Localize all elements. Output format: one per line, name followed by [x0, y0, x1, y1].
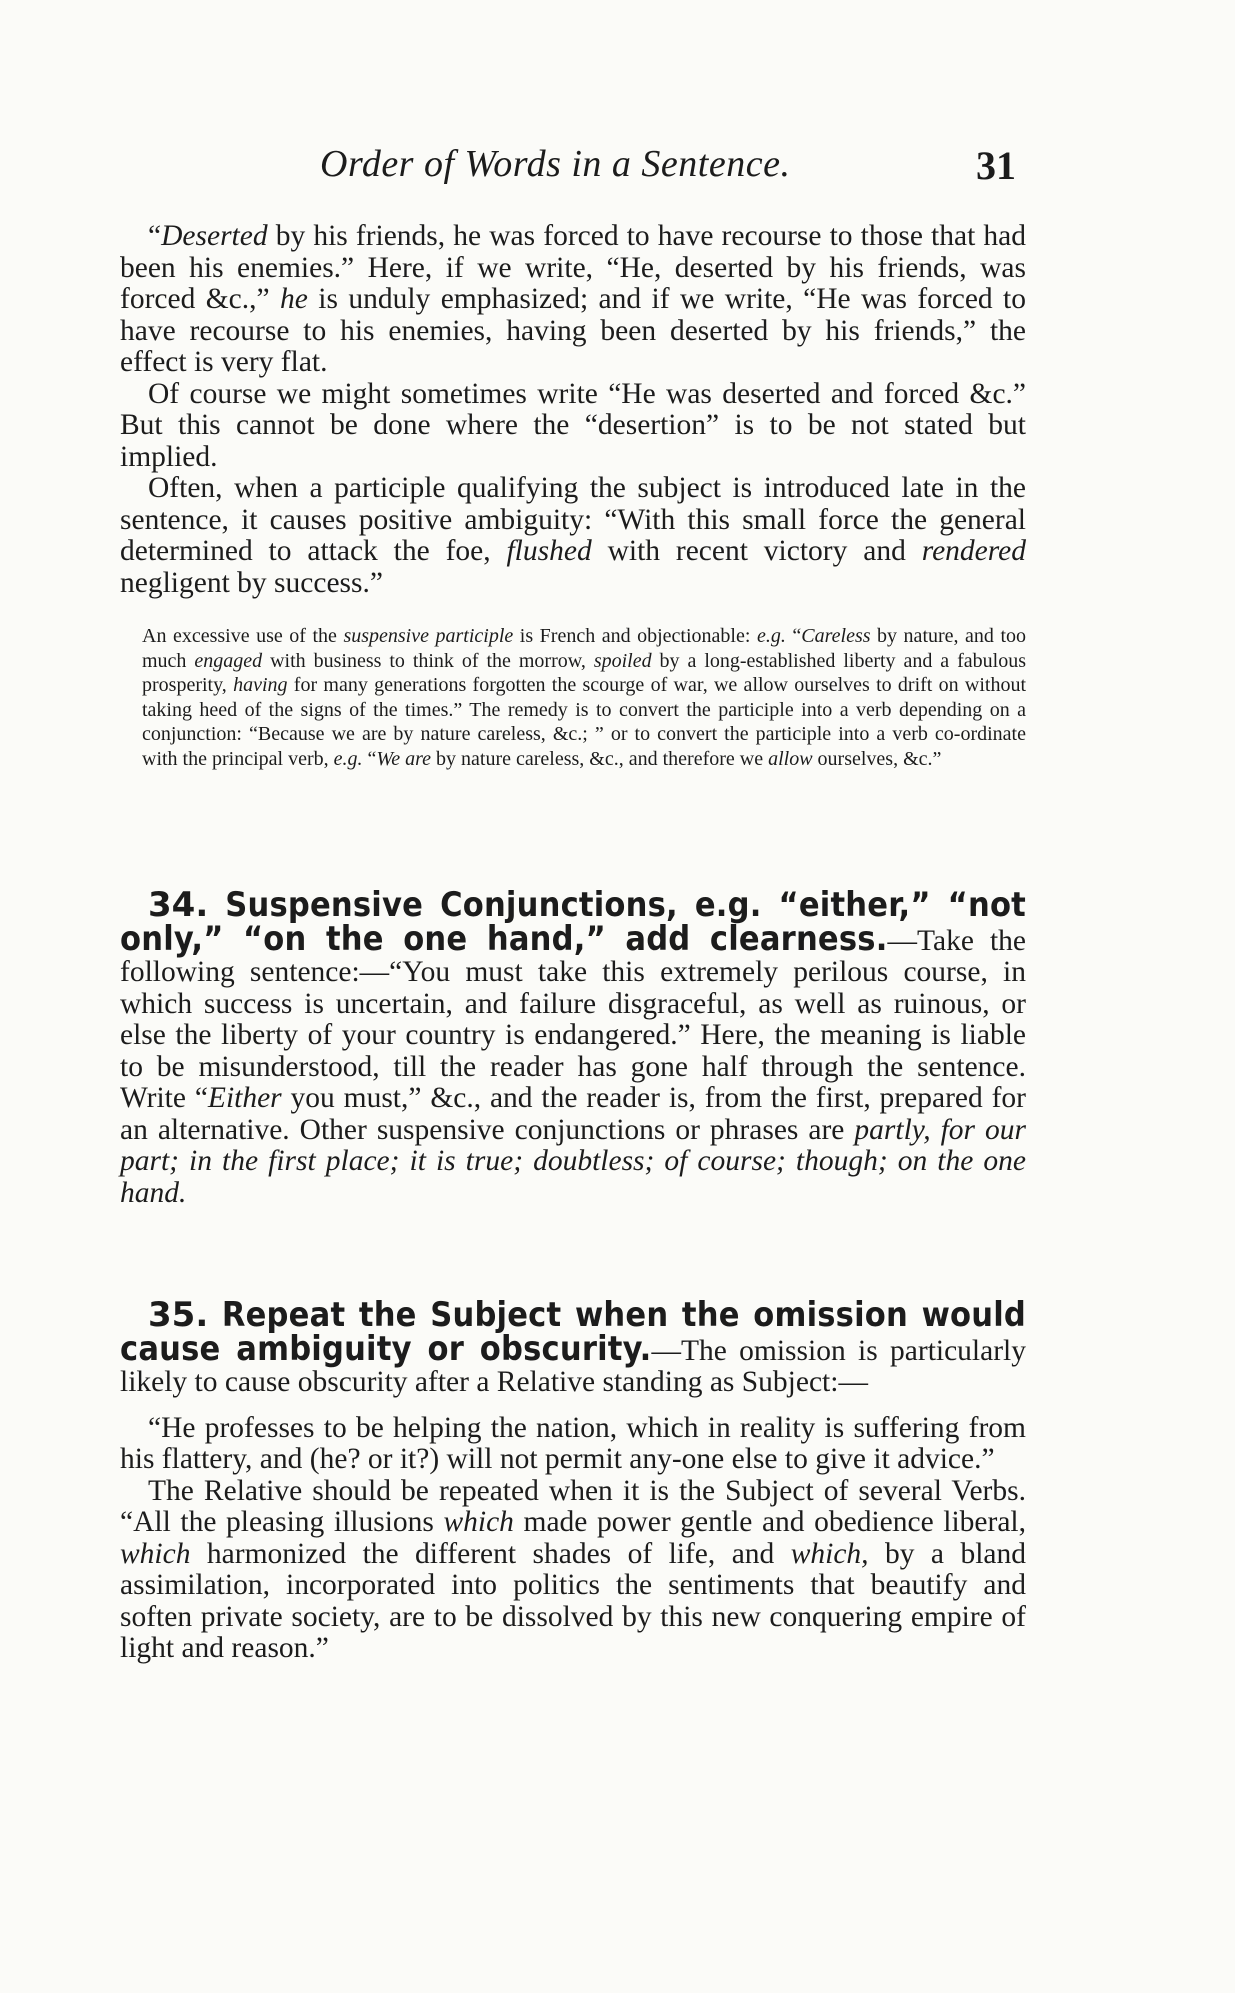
text-run: “ — [785, 625, 802, 647]
note-paragraph — [142, 624, 1026, 771]
text-run: harmonized the different shades of life, and — [190, 1537, 791, 1570]
small-print-note — [142, 624, 1026, 771]
italic-run: which — [443, 1506, 514, 1538]
italic-run: partly, for our part; in the first place; it is true; doubtless; of course; though; on the one hand. — [120, 1113, 1026, 1209]
section-number: 35. — [148, 1295, 209, 1335]
text-run: The Relative should be repeated when it is the Subject of several Verbs. “All the pleasing illusions — [120, 1474, 1026, 1538]
paragraph-deserted — [120, 221, 1026, 379]
section-35 — [120, 1295, 1026, 1665]
italic-run: having — [233, 674, 288, 696]
running-title: Order of Words in a Sentence. — [320, 143, 791, 185]
text-run: by a long-established liberty and a fabulous prosperity, — [142, 649, 1027, 696]
section-35-paragraph — [120, 1295, 1026, 1399]
italic-run: e.g. — [333, 747, 363, 770]
italic-run: which — [120, 1537, 191, 1570]
page-number: 31 — [976, 143, 1016, 188]
italic-run: suspensive participle — [343, 625, 514, 647]
paragraph-often — [120, 473, 1026, 599]
text-run: negligent by success.” — [120, 566, 383, 599]
italic-run: Careless — [801, 625, 871, 647]
text-run: by nature careless, &c., and therefore we — [431, 747, 769, 770]
text-run: with business to think of the morrow, — [262, 649, 594, 672]
section-number: 34. — [148, 885, 209, 925]
italic-run: e.g. — [756, 625, 786, 647]
italic-run: spoiled — [593, 649, 652, 672]
text-run: —Take the following sentence:—“You must take this extremely perilous course, in which success is uncertain, and failure disgraceful, as well as ruinous, or else the liberty of your country is endangered.” Here, the meaning is liable to be misunderstood, till the reader has gone half through the sentence. Write “ — [120, 924, 1027, 1114]
text-run: made power gentle and obedience liberal, — [513, 1506, 1026, 1538]
italic-run: Deserted — [161, 220, 268, 252]
section-heading: Repeat the Subject when the omission would cause ambiguity or obscurity. — [120, 1295, 1026, 1369]
paragraph-of-course: Of course we might sometimes write “He was deserted and forced &c.” But this cannot be done where the “desertion” is to be not stated but implied. — [120, 377, 1026, 473]
italic-run: which, — [790, 1537, 869, 1570]
text-run: is French and objectionable: — [513, 625, 757, 647]
text-run: for many generations forgotten the scourge of war, we allow ourselves to drift on without taking heed of the signs of the times.” The remedy is to convert the participle into a verb depending on a conjunction: “Because we are by nature careless, &c.; ” or to convert the participle into a verb co-ordinate with the principal verb, — [142, 674, 1026, 770]
text-run: by his friends, he was forced to have recourse to those that had been his enemies.” Here, if we write, “He, deserted by his friends, was forced &c.,” — [120, 220, 1026, 315]
italic-run: We are — [376, 747, 432, 770]
paragraph-relative — [120, 1476, 1026, 1665]
text-run: Often, when a participle qualifying the subject is introduced late in the sentence, it causes positive ambiguity: “With this small force the general determined to attack the foe, — [120, 472, 1026, 567]
italic-run: engaged — [194, 649, 263, 672]
text-run: “ — [148, 220, 162, 252]
text-run: —The omission is particularly likely to cause obscurity after a Relative standing as Subject:— — [120, 1334, 1026, 1398]
text-run: is unduly emphasized; and if we write, “He was forced to have recourse to his enemies, having been deserted by his friends,” the effect is very flat. — [120, 283, 1027, 378]
section-34-paragraph — [120, 885, 1027, 1209]
italic-run: allow — [768, 747, 813, 770]
italic-run: he — [280, 283, 308, 315]
text-run: by nature, and too much — [142, 625, 1027, 672]
italic-run: flushed — [506, 535, 592, 567]
section-34 — [120, 885, 1027, 1209]
text-run: with recent victory and — [591, 535, 922, 567]
section-heading: Suspensive Conjunctions, e.g. “either,” “not only,” “on the one hand,” add clearness. — [120, 885, 1026, 959]
text-run: An excessive use of the — [142, 625, 344, 647]
text-run: “ — [362, 747, 377, 770]
intro-paragraphs — [120, 221, 1026, 599]
page-header — [120, 142, 1026, 198]
example-quote: “He professes to be helping the nation, which in reality is suffering from his flattery, and (he? or it?) will not permit any-one else to give it advice.” — [120, 1411, 1026, 1475]
text-run: by a bland assimilation, incorporated into politics the sentiments that beautify and soften private society, are to be dissolved by this new conquering empire of light and reason.” — [120, 1537, 1026, 1664]
text-run: ourselves, &c.” — [812, 747, 942, 770]
text-run: you must,” &c., and the reader is, from the first, prepared for an alternative. Other suspensive conjunctions or phrases are — [120, 1082, 1026, 1146]
italic-run: rendered — [921, 535, 1026, 567]
italic-run: Either — [207, 1082, 282, 1114]
